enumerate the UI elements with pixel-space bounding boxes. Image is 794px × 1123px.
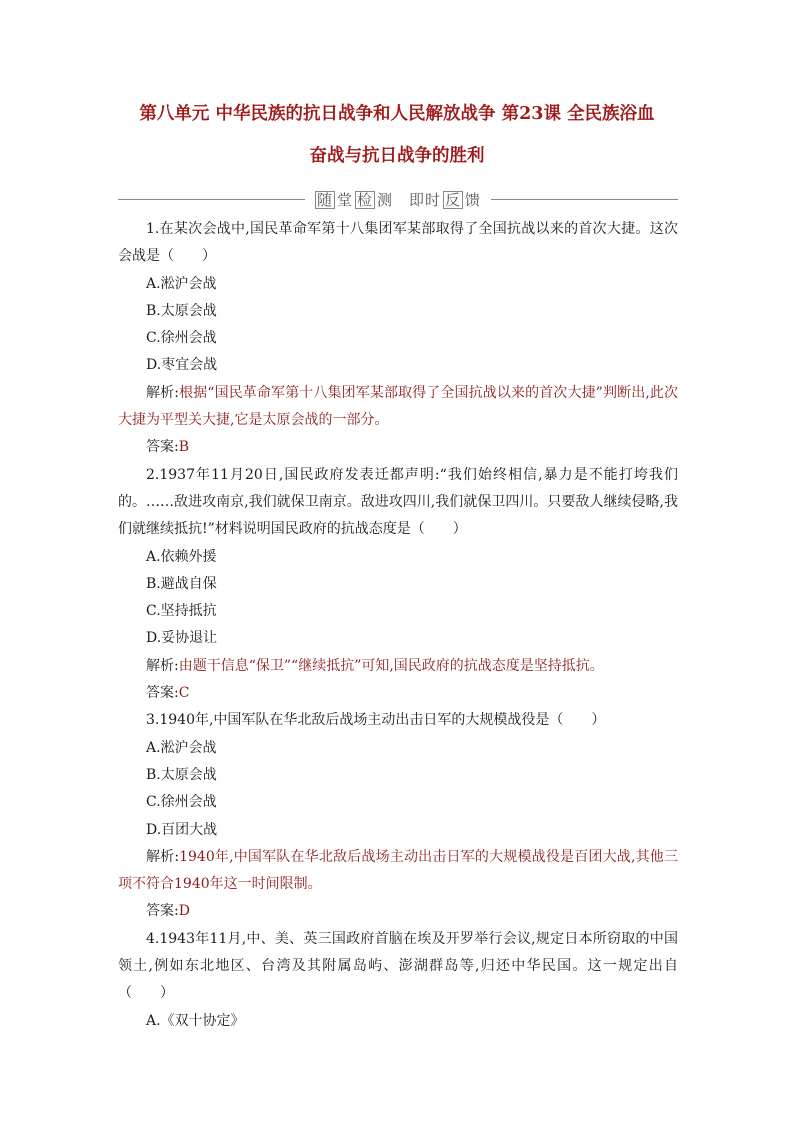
banner-text: [315, 189, 481, 210]
analysis-text: 由题干信息“保卫”“继续抵抗”可知,国民政府的抗战态度是坚持抵抗。: [178, 657, 604, 674]
option-item: A.淞沪会战: [146, 275, 217, 292]
banner-char: 测: [377, 190, 394, 209]
answer-label: 答案:: [146, 903, 179, 920]
page-title: [100, 93, 694, 177]
analysis-block: [118, 380, 678, 435]
analysis-label: 解析:: [146, 848, 180, 865]
title-line-1: 第八单元 中华民族的抗日战争和人民解放战争 第23课 全民族浴血: [139, 104, 655, 124]
question-stem: 1.在某次会战中,国民革命军第十八集团军某部取得了全国抗战以来的首次大捷。这次会战是（ ）: [118, 221, 678, 265]
banner-char: 即时: [409, 190, 442, 209]
question-list: [118, 216, 678, 1035]
answer-block: [118, 434, 678, 461]
answer-value: D: [178, 903, 190, 920]
analysis-label: 解析:: [146, 384, 179, 401]
answer-block: [118, 680, 678, 707]
banner-char-boxed: 随: [316, 190, 333, 209]
banner-char: 馈: [465, 190, 482, 209]
question-stem: 3.1940年,中国军队在华北敌后战场主动出击日军的大规模战役是（ ）: [146, 712, 606, 729]
option-item: C.徐州会战: [146, 330, 217, 347]
answer-value: C: [178, 685, 190, 702]
option-item: A.淞沪会战: [146, 739, 217, 756]
question-stem: 2.1937年11月20日,国民政府发表迁都声明:“我们始终相信,暴力是不能打垮我们的。……敌进攻南京,我们就保卫南京。敌进攻四川,我们就保卫四川。只要敌人继续侵略,我们就继续抵抗!”材料说明国民政府的抗战态度是（ ）: [118, 466, 678, 538]
banner-char-boxed: 检: [356, 190, 373, 209]
answer-label: 答案:: [146, 439, 179, 456]
option-item: D.妥协退让: [146, 630, 218, 647]
analysis-block: [118, 844, 678, 899]
analysis-label: 解析:: [146, 657, 179, 674]
analysis-block: [118, 653, 678, 680]
banner-char: 堂: [336, 190, 353, 209]
option-item: D.枣宜会战: [146, 357, 218, 374]
option-item: B.避战自保: [146, 575, 217, 592]
option-item: D.百团大战: [146, 821, 218, 838]
section-banner: [118, 187, 678, 211]
title-line-2: 奋战与抗日战争的胜利: [309, 146, 485, 166]
option-item: A.依赖外援: [146, 548, 217, 565]
answer-value: B: [178, 439, 190, 456]
answer-label: 答案:: [146, 685, 179, 702]
analysis-text: 根据“国民革命军第十八集团军某部取得了全国抗战以来的首次大捷”判断出,此次大捷为平型关大捷,它是太原会战的一部分。: [118, 384, 678, 429]
option-item: A.《双十协定》: [146, 1012, 245, 1029]
option-item: C.坚持抵抗: [146, 603, 217, 620]
question-stem: 4.1943年11月,中、美、英三国政府首脑在埃及开罗举行会议,规定日本所窃取的中国领土,例如东北地区、台湾及其附属岛屿、澎湖群岛等,归还中华民国。这一规定出自（ ）: [118, 930, 678, 1002]
banner-rule-left: [118, 199, 305, 200]
option-item: C.徐州会战: [146, 794, 217, 811]
option-item: B.太原会战: [146, 302, 217, 319]
answer-block: [118, 898, 678, 925]
option-item: B.太原会战: [146, 766, 217, 783]
banner-char-boxed: 反: [445, 190, 462, 209]
analysis-text: 1940年,中国军队在华北敌后战场主动出击日军的大规模战役是百团大战,其他三项不符合1940年这一时间限制。: [118, 848, 678, 893]
banner-rule-right: [491, 199, 678, 200]
